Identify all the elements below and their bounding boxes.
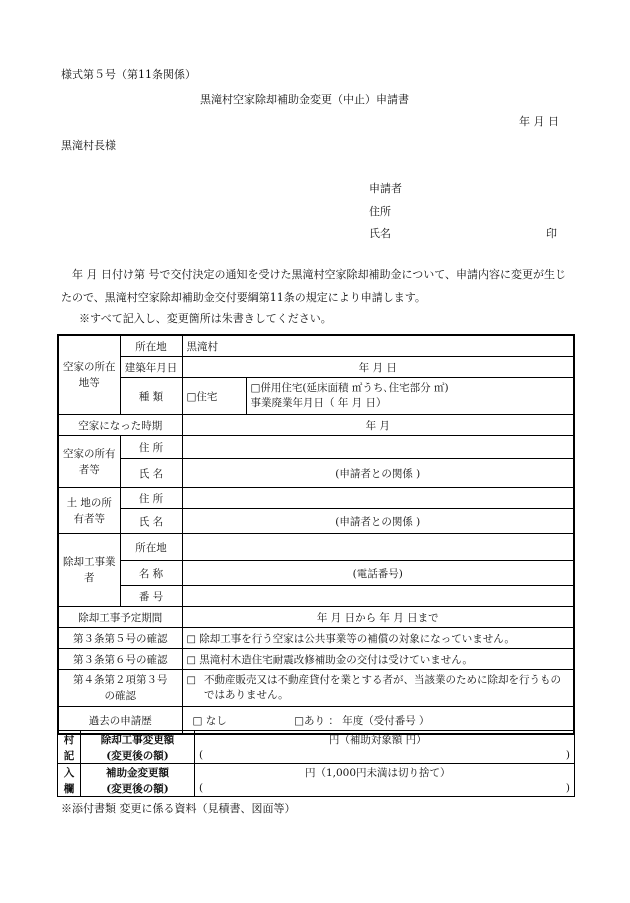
applicant-address-label: 住所 <box>369 205 391 218</box>
grant-value[interactable]: 円（1,000円未満は切り捨て） <box>195 764 561 781</box>
cost-label: 除却工事変更額 <box>81 731 195 748</box>
table-row <box>58 628 574 649</box>
table-row <box>58 561 574 586</box>
check3-text: 不動産販売又は不動産貸付を業とする者が、当該業のために除却を行うものではありません。 <box>203 674 561 701</box>
grant-sub-label: (変更後の額) <box>81 780 195 797</box>
table-row <box>58 534 574 561</box>
table-row <box>58 764 575 781</box>
check2-item[interactable] <box>182 649 574 670</box>
history-none-option[interactable]: □ なし <box>192 714 227 727</box>
contractor-name-label: 名 称 <box>120 561 182 586</box>
check3-label: 第４条第２項第３号の確認 <box>58 670 182 707</box>
check3-item[interactable] <box>182 670 574 707</box>
form-number: 様式第５号（第11条関係） <box>61 68 196 81</box>
contractor-phone[interactable]: (電話番号) <box>182 561 574 586</box>
owner-address-value[interactable] <box>182 436 574 459</box>
land-name-label: 氏 名 <box>120 509 182 534</box>
land-address-value[interactable] <box>182 488 574 509</box>
land-address-label: 住 所 <box>120 488 182 509</box>
document-date: 年 月 日 <box>519 115 559 128</box>
table-row <box>58 415 574 436</box>
applicant-name-label: 氏名 <box>369 227 391 240</box>
table-row <box>58 335 574 357</box>
schedule-value[interactable]: 年 月 日から 年 月 日まで <box>182 607 574 628</box>
grant-paren-open: ( <box>195 780 561 797</box>
village-column-char: 記 <box>58 747 81 764</box>
owner-address-label: 住 所 <box>120 436 182 459</box>
table-row <box>58 780 575 797</box>
vacant-since-value[interactable]: 年 月 <box>182 415 574 436</box>
table-row <box>58 357 574 378</box>
mixed-area-line: □併用住宅(延床面積 ㎡うち､住宅部分 ㎡) <box>250 382 449 394</box>
application-table <box>57 334 575 735</box>
contractor-number-label: 番 号 <box>120 586 182 607</box>
vacant-since-label: 空家になった時期 <box>58 415 182 436</box>
checkbox[interactable]: □ <box>186 654 196 666</box>
village-column-char: 村 <box>58 731 81 748</box>
contractor-location-value[interactable] <box>182 534 574 561</box>
built-date-label: 建築年月日 <box>120 357 182 378</box>
village-column-char: 欄 <box>58 780 81 797</box>
checkbox[interactable]: □ <box>186 633 196 645</box>
contractor-group-label: 除却工事業者 <box>58 534 120 607</box>
land-group-label: 土 地の所有者等 <box>58 488 120 534</box>
seal-mark: 印 <box>546 227 557 240</box>
table-row <box>58 378 574 415</box>
check2-text: 黒滝村木造住宅耐震改修補助金の交付は受けていません。 <box>199 653 473 666</box>
type-mixed-option[interactable] <box>246 378 574 415</box>
request-paragraph: 年 月 日付け第 号で交付決定の通知を受けた黒滝村空家除却補助金について、申請内容に変更が生じたので、黒滝村空家除却補助金交付要綱第11条の規定により申請します。 <box>61 268 567 304</box>
check2-label: 第３条第６号の確認 <box>58 649 182 670</box>
check1-label: 第３条第５号の確認 <box>58 628 182 649</box>
type-label: 種 類 <box>120 378 182 415</box>
cost-paren-open: ( <box>195 747 561 764</box>
red-ink-note: ※すべて記入し、変更箇所は朱書きしてください。 <box>79 312 332 325</box>
table-row <box>58 509 574 534</box>
table-row <box>58 488 574 509</box>
owner-group-label: 空家の所有者等 <box>58 436 120 488</box>
grant-label: 補助金変更額 <box>81 764 195 781</box>
cost-paren-close: ) <box>561 747 575 764</box>
table-row <box>58 747 575 764</box>
checkbox[interactable]: □ <box>186 675 196 686</box>
check1-text: 除却工事を行う空家は公共事業等の補償の対象になっていません。 <box>199 632 515 645</box>
location-value[interactable]: 黒滝村 <box>182 335 574 357</box>
history-yes-option[interactable]: □あり ： 年度（受付番号 ） <box>294 714 430 727</box>
grant-paren-close: ) <box>561 780 575 797</box>
contractor-location-label: 所在地 <box>120 534 182 561</box>
check1-item[interactable] <box>182 628 574 649</box>
land-relation[interactable]: (申請者との関係 ) <box>182 509 574 534</box>
table-row <box>58 459 574 488</box>
schedule-label: 除却工事予定期間 <box>58 607 182 628</box>
cost-sub-label: (変更後の額) <box>81 747 195 764</box>
table-row <box>58 731 575 748</box>
contractor-number-value[interactable] <box>182 586 574 607</box>
table-row <box>58 436 574 459</box>
document-title: 黒滝村空家除却補助金変更（中止）申請書 <box>200 93 409 106</box>
type-house-option[interactable]: □住宅 <box>182 378 246 415</box>
table-row <box>58 670 574 707</box>
owner-name-label: 氏 名 <box>120 459 182 488</box>
addressee: 黒滝村長様 <box>61 139 116 152</box>
table-row <box>58 649 574 670</box>
owner-relation[interactable]: (申請者との関係 ) <box>182 459 574 488</box>
house-group-label: 空家の所在地等 <box>58 335 120 415</box>
village-use-table <box>57 730 575 797</box>
applicant-label: 申請者 <box>369 182 402 195</box>
cost-value[interactable]: 円（補助対象額 円） <box>195 731 561 748</box>
table-row <box>58 586 574 607</box>
location-label: 所在地 <box>120 335 182 357</box>
village-column-char: 入 <box>58 764 81 781</box>
business-end-line: 事業廃業年月日（ 年 月 日） <box>250 397 387 409</box>
history-label: 過去の申請歴 <box>58 707 182 735</box>
table-row <box>58 607 574 628</box>
built-date-value[interactable]: 年 月 日 <box>182 357 574 378</box>
attachments-note: ※添付書類 変更に係る資料（見積書、図面等） <box>61 802 296 815</box>
